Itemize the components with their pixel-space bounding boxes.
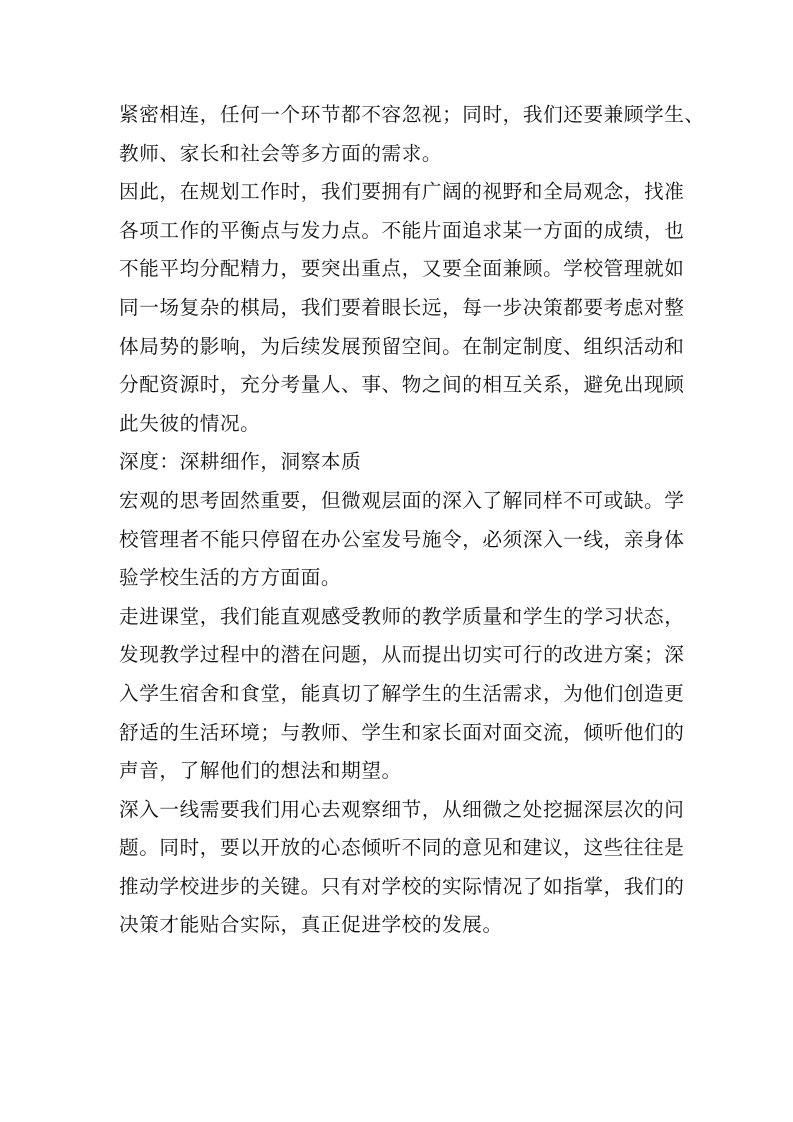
text-line: 各项工作的平衡点与发力点。不能片面追求某一方面的成绩，也 xyxy=(119,218,685,242)
text-line: 发现教学过程中的潜在问题，从而提出切实可行的改进方案；深 xyxy=(119,643,685,667)
paragraph-micro-understanding xyxy=(119,482,685,598)
paragraph-frontline xyxy=(119,791,685,945)
paragraph-planning xyxy=(119,173,685,443)
section-heading-depth xyxy=(119,443,681,482)
text-line: 深入一线需要我们用心去观察细节，从细微之处挖掘深层次的问 xyxy=(119,797,685,821)
text-line: 宏观的思考固然重要，但微观层面的深入了解同样不可或缺。学 xyxy=(119,488,685,512)
text-line: 声音，了解他们的想法和期望。 xyxy=(119,759,402,783)
text-line: 推动学校进步的关键。只有对学校的实际情况了如指掌，我们的 xyxy=(119,874,685,898)
text-line: 题。同时，要以开放的心态倾听不同的意见和建议，这些往往是 xyxy=(119,836,685,860)
text-line: 走进课堂，我们能直观感受教师的教学质量和学生的学习状态， xyxy=(119,604,685,628)
text-line: 舒适的生活环境；与教师、学生和家长面对面交流，倾听他们的 xyxy=(119,720,685,744)
text-line: 验学校生活的方方面面。 xyxy=(119,566,342,590)
paragraph-classroom xyxy=(119,598,685,791)
text-line: 紧密相连，任何一个环节都不容忽视；同时，我们还要兼顾学生、 xyxy=(119,103,705,126)
text-line: 不能平均分配精力，要突出重点，又要全面兼顾。学校管理就如 xyxy=(119,257,685,281)
text-line: 分配资源时，充分考量人、事、物之间的相互关系，避免出现顾 xyxy=(119,373,685,397)
document-body xyxy=(119,96,705,945)
text-line: 决策才能贴合实际，真正促进学校的发展。 xyxy=(119,913,503,937)
text-line: 入学生宿舍和食堂，能真切了解学生的生活需求，为他们创造更 xyxy=(119,681,685,705)
text-line: 体局势的影响，为后续发展预留空间。在制定制度、组织活动和 xyxy=(119,334,685,358)
paragraph-intro-continuation xyxy=(119,96,705,173)
text-line: 因此，在规划工作时，我们要拥有广阔的视野和全局观念，找准 xyxy=(119,180,685,204)
text-line: 教师、家长和社会等多方面的需求。 xyxy=(119,141,443,165)
text-line: 同一场复杂的棋局，我们要着眼长远，每一步决策都要考虑对整 xyxy=(119,295,685,319)
text-line: 此失彼的情况。 xyxy=(119,411,261,435)
section-heading: 深度：深耕细作，洞察本质 xyxy=(119,450,362,474)
text-line: 校管理者不能只停留在办公室发号施令，必须深入一线，亲身体 xyxy=(119,527,685,551)
